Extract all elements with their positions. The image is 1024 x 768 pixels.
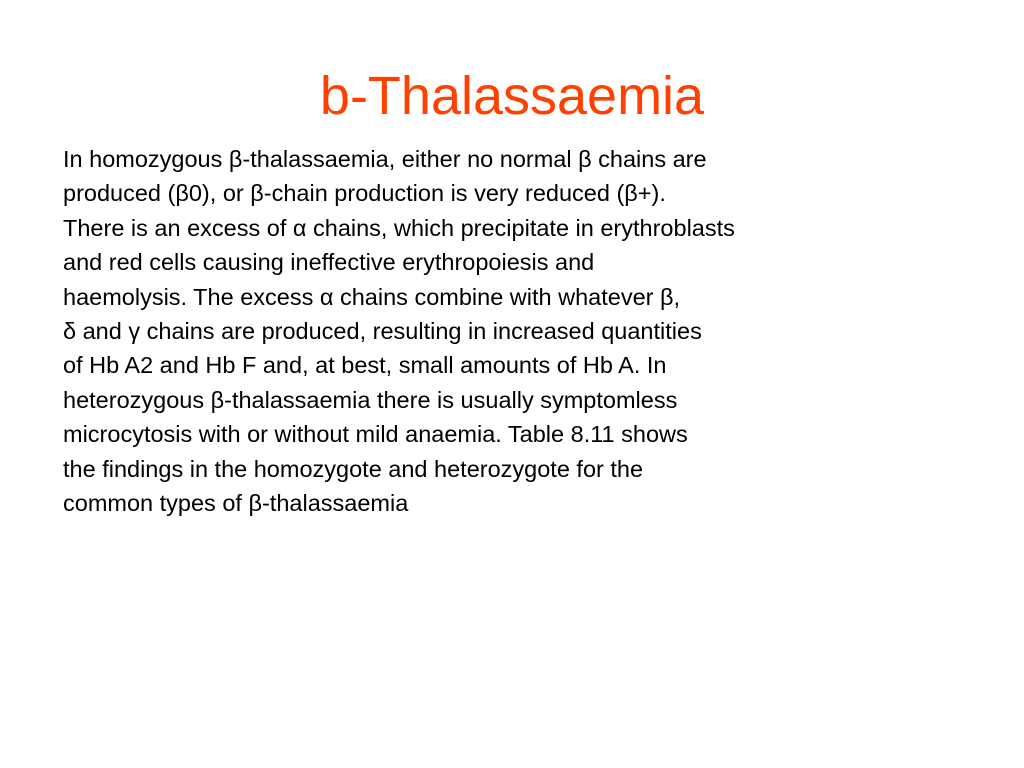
body-line: microcytosis with or without mild anaemia. Table 8.11 shows xyxy=(63,421,688,448)
body-line: heterozygous β-thalassaemia there is usually symptomless xyxy=(63,386,678,413)
body-line: There is an excess of α chains, which precipitate in erythroblasts xyxy=(63,214,735,241)
body-line: In homozygous β-thalassaemia, either no normal β chains are xyxy=(63,146,707,172)
body-line: haemolysis. The excess α chains combine with whatever β, xyxy=(63,283,681,310)
body-line: and red cells causing ineffective erythropoiesis and xyxy=(63,249,595,276)
body-line: δ and γ chains are produced, resulting in increased quantities xyxy=(63,318,702,345)
slide-title: b-Thalassaemia xyxy=(319,66,705,126)
body-line: produced (β0), or β-chain production is very reduced (β+). xyxy=(63,180,666,207)
slide-body-text xyxy=(63,142,1013,520)
body-line: common types of β-thalassaemia xyxy=(63,490,409,517)
body-line: the findings in the homozygote and heterozygote for the xyxy=(63,455,644,482)
body-line: of Hb A2 and Hb F and, at best, small amounts of Hb A. In xyxy=(63,352,667,379)
